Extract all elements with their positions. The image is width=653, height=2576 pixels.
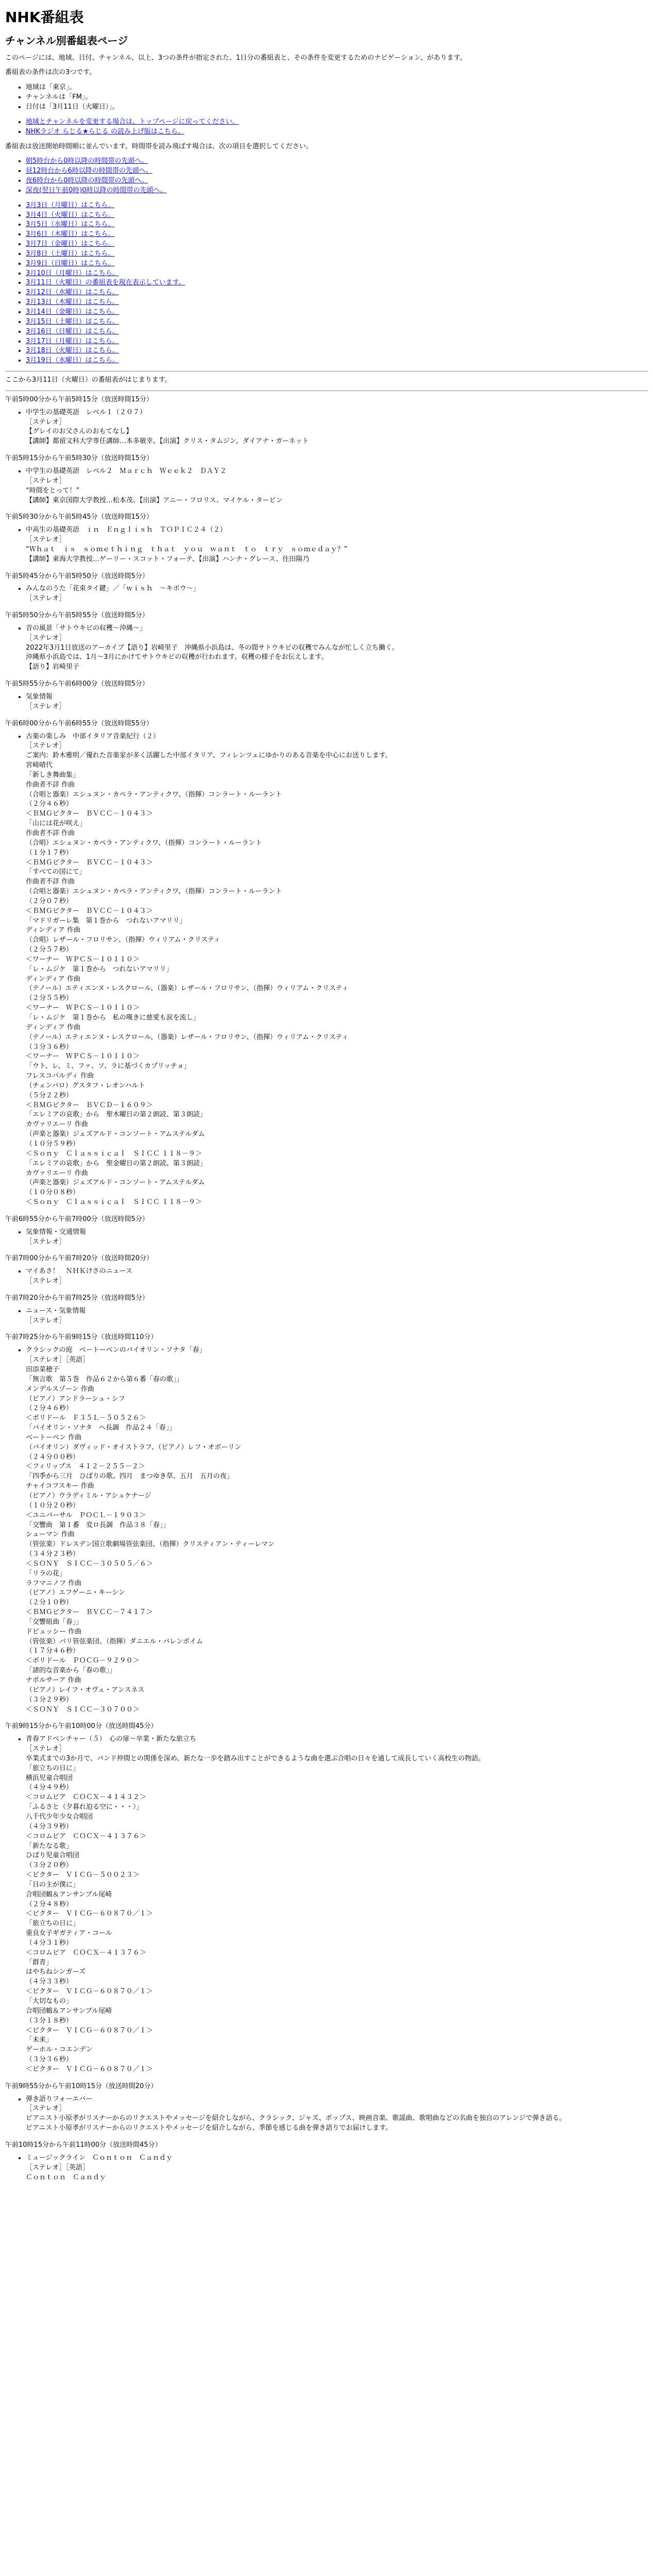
program-line: ＜ＢＭＧビクター ＢＶＣＣ－１０４３＞	[26, 858, 153, 867]
date-link[interactable]: 3月9日（日曜日）はこちら。	[26, 259, 115, 267]
program-line: ＜ポリドール ＰＯＣＧ－９２９０＞	[26, 1657, 140, 1665]
program-details	[5, 1228, 648, 1247]
nav-links	[5, 117, 648, 137]
program-line: 「エレミアの哀歌」から 聖金曜日の第２朗読、第３朗読」	[26, 1159, 207, 1167]
program-line: ゲーホル・コエンデン	[26, 2046, 93, 2054]
program-line: 「未来」	[26, 2036, 53, 2044]
program-details	[5, 692, 648, 712]
program-entry	[5, 611, 648, 672]
program-title: • 中高生の基礎英語 ｉｎ Ｅｎｇｌｉｓｈ ＴＯＰＩＣ２４（２）	[26, 526, 227, 534]
program-line: 2022年3月1日放送のアーカイブ【語り】岩崎里子 沖縄県小浜島は、冬の間サトウキビの収穫でみんなが忙しく立ち働く。	[26, 643, 399, 652]
program-line: 「山には花が咲え」	[26, 820, 87, 828]
program-entry	[5, 513, 648, 564]
program-title: • 気象情報・交通情報	[26, 1228, 87, 1236]
program-time: 午前7時20分から午前7時25分（放送時間5分）	[5, 1294, 149, 1302]
date-link-item	[26, 356, 648, 366]
program-line: （３分３６秒）	[26, 1043, 73, 1051]
time-links	[5, 157, 648, 195]
program-line: ドビュッシー 作曲	[26, 1628, 82, 1636]
program-line: 「目の主が僕に」	[26, 1880, 80, 1889]
program-line: 田添菜穂子	[26, 1366, 60, 1374]
program-entry	[5, 1215, 648, 1247]
program-line: ラフマニノフ 作曲	[26, 1579, 82, 1587]
program-line: （合唱と器楽）エシュヌン・カペラ・アンティクワ、（指揮）コンラート・ルーラント	[26, 790, 282, 799]
program-entry	[5, 1254, 648, 1286]
program-line: はやちねシンガーズ	[26, 1968, 86, 1976]
program-details	[5, 408, 648, 447]
program-line: ＜ＢＭＧビクター ＢＶＣＣ－７４１７＞	[26, 1608, 153, 1617]
program-title: • ミュージックライン Ｃｏｎｔｏｎ Ｃａｎｄｙ	[26, 2154, 173, 2162]
program-line: （ピアノ）ウラディミル・アシュケナージ	[26, 1492, 151, 1500]
program-line: （合唱）レザール・フロリサン、（指揮）ウィリアム・クリスティ	[26, 936, 221, 944]
program-title: • 音の風景「サトウキビの収穫～沖縄～」	[26, 624, 147, 632]
date-link-item	[26, 201, 648, 211]
program-entry	[5, 454, 648, 505]
program-line: 作曲者不詳 作曲	[26, 781, 75, 789]
program-line: カヴァリエーリ 作曲	[26, 1121, 88, 1129]
program-line: （バイオリン）ダヴィッド・オイストラフ、（ピアノ）レフ・オボーリン	[26, 1443, 242, 1451]
program-line: ＜Ｓｏｎｙ Ｃｌａｓｓｉｃａｌ ＳＩＣＣ １１８－９＞	[26, 1149, 202, 1158]
program-entry	[5, 572, 648, 604]
program-line: ＜ワーナー ＷＰＣＳ－１０１１０＞	[26, 1053, 140, 1061]
program-time: 午前6時00分から午前6時55分（放送時間55分）	[5, 719, 153, 727]
intro-text: このページには、地域、日付、チャンネル、以上、3つの条件が指定された、1日分の番組表と、その条件を変更するためのナビゲーション、があります。	[5, 54, 467, 62]
program-line: 【講師】東海大学教授…ゲーリー・スコット・フォーテ、【出演】ハンナ・グレース、住田陽乃	[26, 555, 310, 563]
program-line: （ピアノ）レイフ・オヴェ・アンスネス	[26, 1686, 145, 1694]
program-detail	[26, 732, 648, 1208]
program-line: 「四季から三月 ひばりの歌、四月 まつゆき草、五月 五月の夜」	[26, 1472, 234, 1481]
program-detail	[26, 2095, 648, 2133]
program-line: ［ステレオ］［英語］	[26, 1356, 89, 1364]
program-line: （２分４６秒）	[26, 800, 73, 808]
program-title: • 気象情報	[26, 693, 53, 701]
program-title: • ニュース・気象情報	[26, 1307, 86, 1315]
program-line: （２分０７秒）	[26, 897, 73, 905]
date-link[interactable]: 3月8日（土曜日）はこちら。	[26, 249, 115, 258]
date-link[interactable]: 3月18日（火曜日）はこちら。	[26, 347, 119, 355]
program-line: 「新しき舞曲集」	[26, 771, 80, 779]
time-link-item	[26, 166, 648, 176]
program-entry	[5, 1722, 648, 2074]
program-line: 作曲者不詳 作曲	[26, 878, 75, 886]
program-line: （ピアノ）アンドラーシュ・シフ	[26, 1395, 125, 1403]
date-link[interactable]: 3月4日（火曜日）はこちら。	[26, 211, 115, 219]
program-line: （２分５７秒）	[26, 946, 73, 954]
program-details	[5, 2095, 648, 2133]
program-time: 午前10時15分から午前11時00分（放送時間45分）	[5, 2141, 162, 2149]
program-line: ピアニスト小原孝がリスナーからのリクエストやメッセージを紹介しながら、季節を感じる曲を弾き語りでお届けします。	[26, 2124, 392, 2132]
program-line: ＜ユニバーサル ＰＯＣＬ－１９０３＞	[26, 1511, 146, 1519]
program-line: ＜Ｓｏｎｙ Ｃｌａｓｓｉｃａｌ ＳＩＣＣ １１８－９＞	[26, 1198, 202, 1207]
date-link[interactable]: 3月10日（月曜日）はこちら。	[26, 269, 119, 277]
date-link[interactable]: 3月14日（金曜日）はこちら。	[26, 308, 119, 316]
program-line: ［ステレオ］	[26, 1316, 66, 1325]
nav-link-item	[26, 117, 648, 127]
program-line: 「無言歌 第５巻 作品６２から第６番「春の歌」」	[26, 1375, 183, 1383]
program-line: （チェンバロ）グスタフ・レオンハルト	[26, 1081, 145, 1090]
date-link-item	[26, 269, 648, 279]
program-time: 午前5時15分から午前5時30分（放送時間15分）	[5, 454, 153, 463]
program-line: （合唱）エシュヌン・カペラ・アンティクワ、（指揮）コンラート・ルーラント	[26, 839, 262, 847]
program-time: 午前7時25分から午前9時15分（放送時間110分）	[5, 1333, 158, 1342]
program-line: 合唱団鶴＆アンサンブル尾崎	[26, 1890, 112, 1899]
program-entry	[5, 680, 648, 712]
program-line: （３分３６秒）	[26, 2056, 73, 2064]
program-line: ［ステレオ］	[26, 595, 66, 603]
program-line: ［ステレオ］	[26, 742, 66, 750]
program-line: （３分２０秒）	[26, 1861, 73, 1870]
time-link-midnight[interactable]: 深夜(翌日午前0時)0時以降の時間帯の先頭へ。	[26, 186, 167, 194]
program-line: ［ステレオ］	[26, 477, 66, 485]
program-title: • クラシックの庭 ベートーベンのバイオリン・ソナタ「春」	[26, 1346, 206, 1354]
program-details	[5, 526, 648, 564]
condition-date: • 日付は「3月11日（火曜日）」。	[26, 103, 648, 112]
date-link-item	[26, 298, 648, 308]
program-line: （２分５５秒）	[26, 994, 73, 1003]
date-link[interactable]: 3月3日（月曜日）はこちら。	[26, 201, 115, 209]
program-line: 「交響曲 第１番 変ロ長調 作品３８「春」」	[26, 1521, 170, 1529]
date-link[interactable]: 3月15日（土曜日）はこちら。	[26, 317, 119, 326]
program-line: 「群青」	[26, 1958, 53, 1967]
program-line: ［ステレオ］	[26, 2105, 66, 2113]
program-line: ＜コロムビア ＣＯＣＸ－４１３７６＞	[26, 1832, 147, 1840]
program-line: 「諸的な音楽から「春の歌」」	[26, 1667, 116, 1675]
program-title: • みんなのうた「花束タイ鍵」／「ｗｉｓｈ ～キボウ～」	[26, 585, 200, 593]
program-line: （４分３９秒）	[26, 1822, 73, 1831]
program-line: ご案内：鈴木雅明／優れた音楽家が多く活躍した中部イタリア、フィレンツェにゆかりのある音楽を中心にお送りします。	[26, 752, 392, 760]
program-line: 「旅立ちの日に」	[26, 1764, 80, 1772]
date-link[interactable]: 3月6日（木曜日）はこちら。	[26, 230, 115, 239]
program-line: （ピアノ）エフゲーニ・キーシン	[26, 1589, 125, 1597]
program-line: （３４分２３秒）	[26, 1550, 80, 1558]
program-line: 「すべての国にて」	[26, 868, 86, 876]
program-line: 卒業式までの3か月で、バンド仲間との関係を深め、新たな一歩を踏み出すことができるような曲を選ぶ合唱の日々を通して成長していく高校生の物語。	[26, 1754, 485, 1762]
program-line: 「旅立ちの日に」	[26, 1920, 80, 1928]
conditions-list	[5, 83, 648, 112]
program-line: ［ステレオ］	[26, 418, 66, 426]
program-title: • 中学生の基礎英語 レベル２ Ｍａｒｃｈ Ｗｅｅｋ２ ＤＡＹ２	[26, 467, 227, 475]
date-link[interactable]: 3月19日（水曜日）はこちら。	[26, 357, 119, 365]
date-link[interactable]: 3月11日（火曜日）の番組表を現在表示しています。	[26, 279, 185, 287]
program-detail	[26, 584, 648, 604]
program-line: （１分１７秒）	[26, 849, 73, 857]
program-title: • 古楽の楽しみ 中部イタリア音楽紀行（２）	[26, 732, 160, 740]
date-link[interactable]: 3月7日（金曜日）はこちら。	[26, 240, 115, 248]
program-detail	[26, 408, 648, 447]
program-time: 午前5時00分から午前5時15分（放送時間15分）	[5, 395, 153, 403]
program-detail	[26, 467, 648, 505]
program-detail	[26, 1735, 648, 2075]
program-time: 午前5時55分から午前6時00分（放送時間5分）	[5, 680, 149, 688]
program-line: ＜ビクター ＶＩＣＧ－６０８７０／１＞	[26, 2026, 153, 2035]
program-line: （テノール）エティエンヌ・レスクロール、（器楽）レザール・フロリサン、（指揮）ウィリアム・クリスティ	[26, 1033, 349, 1041]
program-line: （合唱と器楽）エシュヌン・カペラ・アンティクワ、（指揮）コンラート・ルーラント	[26, 888, 282, 896]
program-line: 「エレミアの哀歌」から 聖木曜日の第２朗読、第３朗読」	[26, 1111, 207, 1119]
program-line: （声楽と器楽）ジェズアルド・コンソート・アムステルダム	[26, 1130, 205, 1139]
program-line: 【グレイのお父さんのおもてなし】	[26, 428, 133, 436]
program-line: （１０分２０秒）	[26, 1501, 80, 1510]
program-line: ベートーベン 作曲	[26, 1433, 82, 1442]
program-line: 沖縄県小浜島では、1月～3月にかけてサトウキビの収穫が行われます。収穫の様子をお伝えします。	[26, 653, 328, 662]
nav-link-item	[26, 127, 648, 137]
program-detail	[26, 2154, 648, 2183]
program-line: 「交響組曲「春」」	[26, 1618, 83, 1626]
program-time: 午前5時45分から午前5時50分（放送時間5分）	[5, 572, 149, 580]
date-link[interactable]: 3月12日（水曜日）はこちら。	[26, 289, 119, 297]
date-link[interactable]: 3月17日（月曜日）はこちら。	[26, 337, 119, 345]
program-line: （１０分５９秒）	[26, 1140, 80, 1148]
program-line: 「マドリガーレ集 第１巻から つれないアマリリ」	[26, 917, 186, 925]
date-link[interactable]: 3月5日（水曜日）はこちら。	[26, 221, 115, 229]
program-line: ＜ＢＭＧビクター ＢＶＣＤ－１６０９＞	[26, 1101, 153, 1109]
program-line: （１０分０８秒）	[26, 1189, 80, 1197]
program-line: ピアニスト小原孝がリスナーからのリクエストやメッセージを紹介しながら、クラシック、ジャズ、ポップス、映画音楽、歌謡曲、歌唱曲などの名曲を独自のアレンジで弾き語る。	[26, 2114, 566, 2123]
program-time: 午前9時55分から午前10時15分（放送時間20分）	[5, 2082, 158, 2090]
program-details	[5, 1307, 648, 1326]
program-line: チャイコフスキー 作曲	[26, 1482, 94, 1490]
program-entry	[5, 1294, 648, 1326]
date-link-item	[26, 308, 648, 317]
program-detail	[26, 526, 648, 564]
program-line: 「ウト、レ、ミ、ファ、ソ、ラに基づくカプリッチョ」	[26, 1062, 191, 1071]
program-line: （２分４６秒）	[26, 1404, 73, 1413]
program-time: 午前9時15分から午前10時00分（放送時間45分）	[5, 1722, 158, 1731]
date-link[interactable]: 3月16日（日曜日）はこちら。	[26, 327, 119, 335]
program-line: 宮崎晴代	[26, 761, 53, 770]
time-link-evening[interactable]: 夜6時台から0時以降の時間帯の先頭へ。	[26, 177, 148, 185]
program-line: （テノール）エティエンヌ・レスクロール、（器楽）レザール・フロリサン、（指揮）ウィリアム・クリスティ	[26, 985, 349, 993]
program-line: メンデルスゾーン 作曲	[26, 1385, 94, 1393]
time-link-item	[26, 176, 648, 186]
program-line: ［ステレオ］	[26, 1238, 66, 1246]
program-title: • 中学生の基礎英語 レベル１（２０７）	[26, 408, 147, 416]
program-line: シューマン 作曲	[26, 1531, 75, 1539]
condition-channel: • チャンネルは「FM」。	[26, 93, 648, 103]
program-line: ［ステレオ］	[26, 634, 66, 642]
program-detail	[26, 1307, 648, 1326]
program-time: 午前5時30分から午前5時45分（放送時間15分）	[5, 513, 153, 521]
schedule-start-text: ここから3月11日（火曜日）の番組表がはじまります。	[5, 376, 171, 384]
program-entry	[5, 395, 648, 447]
program-line: ＜ビクター ＶＩＣＧ－６０８７０／１＞	[26, 1988, 153, 1996]
program-entry	[5, 2141, 648, 2182]
program-line: ひばり児童合唱団	[26, 1852, 80, 1860]
program-line: ナポルサーア 作曲	[26, 1676, 81, 1684]
program-line: （管弦楽）パリ管弦楽団、（指揮）ダニエル・バレンボイム	[26, 1637, 203, 1646]
date-link-item	[26, 230, 648, 240]
program-line: ＜フィリップス ４１２－２５５－２＞	[26, 1463, 145, 1471]
program-details	[5, 732, 648, 1208]
program-line: ＜ＳＯＮＹ ＳＩＣＣ－３０７００＞	[26, 1705, 140, 1714]
program-details	[5, 1735, 648, 2075]
date-link-item	[26, 288, 648, 298]
program-details	[5, 2154, 648, 2183]
program-detail	[26, 1267, 648, 1286]
date-link-item	[26, 220, 648, 230]
program-line: ＜コロムビア ＣＯＣＸ－４１３７６＞	[26, 1948, 147, 1957]
date-link-item	[26, 346, 648, 356]
program-line: （２分１０秒）	[26, 1599, 73, 1607]
radiru-link[interactable]: NHKラジオ らじる★らじる の読み上げ版はこちら。	[26, 127, 184, 135]
program-line: カヴァリエーリ 作曲	[26, 1169, 88, 1177]
program-line: ＜ビクター ＶＩＣＧ－５００２３＞	[26, 1871, 140, 1879]
program-entry	[5, 2082, 648, 2133]
program-time: 午前6時55分から午前7時00分（放送時間5分）	[5, 1215, 149, 1223]
program-title: • 弾き語りフォーエバー	[26, 2095, 93, 2103]
program-line: 「バイオリン・ソナタ ヘ長調 作品２４「春」」	[26, 1424, 176, 1432]
program-line: ＜ポリドール Ｆ３５Ｌ－５０５２６＞	[26, 1414, 146, 1422]
program-line: 【講師】東京国際大学教授…松本茂、【出演】アニー・フロリス、マイケル・ターピン	[26, 496, 283, 504]
program-line: ＜ビクター ＶＩＣＧ－６０８７０／１＞	[26, 1910, 153, 1918]
program-entry	[5, 719, 648, 1208]
program-line: ＜ＢＭＧビクター ＢＶＣＣ－１０４３＞	[26, 810, 153, 818]
program-line: 「レ・ムジケ 第１巻から つれないアマリリ」	[26, 965, 173, 973]
date-link-item	[26, 259, 648, 269]
date-link-item	[26, 211, 648, 221]
program-line: （３分１８秒）	[26, 2016, 73, 2025]
program-line: ディンディア 作曲	[26, 1023, 81, 1031]
date-link-item	[26, 278, 648, 288]
date-links	[5, 201, 648, 366]
page-subtitle: チャンネル別番組表ページ	[5, 34, 128, 47]
program-line: （声楽と器楽）ジェズアルド・コンソート・アムステルダム	[26, 1179, 205, 1187]
date-link-item	[26, 317, 648, 327]
program-detail	[26, 692, 648, 712]
program-line: 「レ・ムジケ 第１巻から 私の嘆きに慈愛も涙を流し」	[26, 1014, 200, 1022]
program-detail	[26, 624, 648, 672]
program-line: “Ｗｈａｔ ｉｓ ｓｏｍｅｔｈｉｎｇ ｔｈａｔ ｙｏｕ ｗａｎｔ ｔｏ ｔｒｙ ｓｏｍｅｄａｙ？”	[26, 545, 348, 553]
program-detail	[26, 1346, 648, 1715]
program-line: （２分４８秒）	[26, 1900, 73, 1908]
program-line: ＜ワーナー ＷＰＣＳ－１０１１０＞	[26, 955, 140, 963]
program-line: ＜コロムビア ＣＯＣＸ－４１４３２＞	[26, 1793, 147, 1802]
program-line: ディンディア 作曲	[26, 926, 81, 935]
program-line: ＜ＳＯＮＹ ＳＩＣＣ－３０５０５／６＞	[26, 1560, 153, 1568]
program-entry	[5, 1333, 648, 1715]
program-line: フレスコバルディ 作曲	[26, 1072, 94, 1080]
program-line: （４分３３秒）	[26, 1978, 73, 1986]
program-line: 重良女子ギガティア・コール	[26, 1929, 112, 1938]
date-link-item	[26, 240, 648, 249]
program-line: ディンディア 作曲	[26, 975, 81, 983]
program-line: （３分２９秒）	[26, 1696, 73, 1704]
program-line: 【語り】岩崎里子	[26, 663, 80, 671]
program-line: ［ステレオ］［英語］	[26, 2163, 89, 2172]
page-title: NHK番組表	[5, 9, 84, 26]
program-detail	[26, 1228, 648, 1247]
program-line: （４分３１秒）	[26, 1939, 73, 1947]
date-link[interactable]: 3月13日（木曜日）はこちら。	[26, 298, 119, 307]
time-link-noon[interactable]: 昼12時台から6時以降の時間帯の先頭へ。	[26, 167, 152, 175]
program-time: 午前5時50分から午前5時55分（放送時間5分）	[5, 612, 149, 620]
back-to-top-link[interactable]: 地域とチャンネルを変更する場合は、トップページに戻ってください。	[26, 117, 239, 126]
program-details	[5, 1267, 648, 1286]
time-link-item	[26, 157, 648, 166]
program-line: ［ステレオ］	[26, 1745, 66, 1753]
program-line: ＜ビクター ＶＩＣＧ－６０８７０／１＞	[26, 2065, 153, 2073]
program-line: （４分４９秒）	[26, 1784, 73, 1792]
program-time: 午前7時00分から午前7時20分（放送時間20分）	[5, 1255, 153, 1263]
program-line: （５分２２秒）	[26, 1091, 73, 1099]
program-line: 「新たなる歌」	[26, 1842, 73, 1850]
program-line: 【講師】都留文科大学専任講師…本多敏幸、【出演】クリス・タムジン、ダイアナ・ガーネット	[26, 437, 309, 446]
condition-region: • 地域は「東京」。	[26, 83, 648, 93]
program-line: （２４分００秒）	[26, 1453, 80, 1461]
program-details	[5, 467, 648, 505]
time-link-morning[interactable]: 朝5時台から0時以降の時間帯の先頭へ。	[26, 157, 148, 165]
program-line: ［ステレオ］	[26, 702, 66, 710]
time-link-item	[26, 186, 648, 196]
date-link-item	[26, 249, 648, 259]
program-line: 「大切なもの」	[26, 1997, 73, 2005]
date-link-item	[26, 337, 648, 347]
program-line: 「ふるさと（夕暮れ迫る空に・・・）」	[26, 1803, 143, 1811]
time-heading: 番組表は放送開始時間順に並んでいます。時間帯を読み飛ばす場合は、次の項目を選択してください。	[5, 142, 313, 150]
program-details	[5, 1346, 648, 1715]
program-line: “時間をとって！”	[26, 486, 80, 495]
program-line: ＜ＢＭＧビクター ＢＶＣＣ－１０４３＞	[26, 907, 153, 915]
program-line: ＜ワーナー ＷＰＣＳ－１０１１０＞	[26, 1004, 140, 1012]
program-line: 「リラの花」	[26, 1569, 66, 1578]
program-line: 横浜児童合唱団	[26, 1774, 73, 1782]
program-list	[5, 395, 648, 2182]
program-line: Ｃｏｎｔｏｎ Ｃａｎｄｙ	[26, 2173, 107, 2181]
program-line: （１７分４６秒）	[26, 1647, 80, 1655]
program-details	[5, 584, 648, 604]
program-line: ［ステレオ］	[26, 1277, 66, 1285]
program-line: （管弦楽）ドレスデン国立歌劇場管弦楽団、（指揮）クリスティアン・ティーレマン	[26, 1540, 275, 1549]
conditions-heading: 番組表の条件は次の3つです。	[5, 69, 96, 77]
program-title: • マイあさ！ ＮＨＫけさのニュース	[26, 1267, 133, 1276]
program-title: • 青春アドベンチャー（５） 心の扉～卒業・新たな旅立ち	[26, 1735, 197, 1743]
date-link-item	[26, 327, 648, 337]
program-line: 作曲者不詳 作曲	[26, 829, 75, 837]
program-details	[5, 624, 648, 672]
program-line: ［ステレオ］	[26, 536, 66, 544]
program-line: 八千代少年少女合唱団	[26, 1812, 93, 1821]
program-line: 合唱団鶴＆アンサンブル尾崎	[26, 2007, 112, 2015]
